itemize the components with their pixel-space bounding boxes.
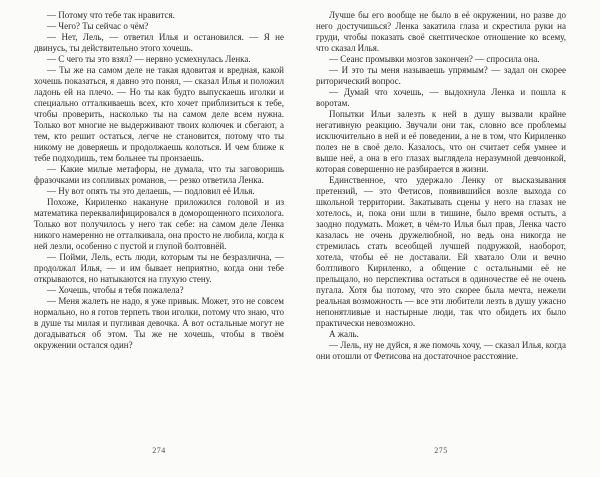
page-left-number: 274 xyxy=(152,446,166,455)
paragraph: — Хочешь, чтобы я тебя пожалела? xyxy=(47,285,184,295)
paragraph: — Нет, Лель, — ответил Илья и остановился. — Я не двинусь, ты действительно этого хочешь. xyxy=(34,32,284,53)
page-right-number: 275 xyxy=(434,446,448,455)
paragraph: — Какие милые метафоры, не думала, что ты заговоришь фразочками из сопливых романов, — резко ответила Ленка. xyxy=(34,164,284,185)
paragraph: — И это ты меня называешь упрямым? — задал он скорее риторический вопрос. xyxy=(316,65,566,86)
paragraph: — Пойми, Лель, есть люди, которым ты не безразлична, — продолжал Илья, — и им бывает неприятно, когда они тебе открываются, но натыкаются на глухую стену. xyxy=(34,252,284,284)
page-right xyxy=(316,10,566,455)
paragraph: — С чего ты это взял? — нервно усмехнулась Ленка. xyxy=(47,54,251,64)
paragraph: — Потому что тебе так нравится. xyxy=(47,10,175,20)
paragraph: — Лель, ну не дуйся, я же помочь хочу, — сказал Илья, когда они отошли от Фетисова на достаточное расстояние. xyxy=(316,340,566,361)
paragraph: — Думай что хочешь, — выдохнула Ленка и пошла к воротам. xyxy=(316,87,566,108)
page-left-text xyxy=(34,10,284,441)
paragraph: Попытки Ильи залезть к ней в душу вызвали крайне негативную реакцию. Звучали они так, словно все проблемы исключительно в ней и её поведении, а не в том, что Кириленко полез не в своё дело. Казалось, что он считает себя умнее и выше неё, а она в его глазах выглядела неразумной девчонкой, которая совершенно не разбирается в жизни. xyxy=(316,109,566,174)
paragraph: — Ты же на самом деле не такая ядовитая и вредная, какой хочешь показаться, я давно это понял, — сказал Илья и положил ладонь ей на плечо. — Но ты как будто выпускаешь иголки и специально отталкиваешь всех, кто хочет приблизиться к тебе, чтобы проверить, насколько ты на самом деле всем нужна. Только вот многие не выдерживают твоих колючек и сбегают, а тем, кто решит остаться, легче не становится, потому что ты никому не доверяешь и продолжаешь колоться. И чем ближе к тебе подходишь, тем больнее ты пронзаешь. xyxy=(34,65,284,163)
paragraph: — Сеанс промывки мозгов закончен? — спросила она. xyxy=(329,54,540,64)
paragraph: Единственное, что удержало Ленку от высказывания претензий, — это Фетисов, появившийся возле выхода со школьной территории. Закатывать сцены у него на глазах не хотелось, и, пока они шли в тишине, было время остыть, а заодно подумать. Может, в чём-то Илья был прав, Ленка часто казалась не очень дружелюбной, но ведь она никогда не стремилась стать всеобщей лучшей подружкой, наоборот, хотела, чтобы её не доставали. Ей хватало Оли и вечно болтливого Кириленко, а общение с остальными её не прельщало, но перспектива остаться в одиночестве её не очень пугала. Хотя бы потому, что это скорее была мечта, нежели реальная возможность — все эти любители лезть в душу ужасно непонятливые и настырные люди, так что обидеть их было практически невозможно. xyxy=(316,175,566,328)
paragraph: Похоже, Кириленко накануне приложился головой и из математика переквалифицировался в доморощенного психолога. Только вот получилось у него так себе: на самом деле Ленка никого намеренно не отталкивала, она просто не любила, когда к ней лезли, особенно с пустой и глупой болтовнёй. xyxy=(34,197,284,251)
paragraph: А жаль. xyxy=(329,329,359,339)
paragraph: — Чего? Ты сейчас о чём? xyxy=(47,21,149,31)
page-right-text xyxy=(316,10,566,441)
paragraph: — Ну вот опять ты это делаешь, — подловил её Илья. xyxy=(47,186,255,196)
paragraph: — Меня жалеть не надо, я уже привык. Может, это не совсем нормально, но я готов терпеть твои иголки, потому что знаю, что в душе ты милая и пугливая девочка. А вот остальные могут не догадываться об этом. Ты же не хочешь, чтобы в твоём окружении остался один? xyxy=(34,296,284,350)
page-left xyxy=(34,10,284,455)
paragraph: Лучше бы его вообще не было в её окружении, но разве до него достучишься? Ленка закатила глаза и скрестила руки на груди, чтобы показать своё скептическое отношение ко всему, что сказал Илья. xyxy=(316,10,566,53)
